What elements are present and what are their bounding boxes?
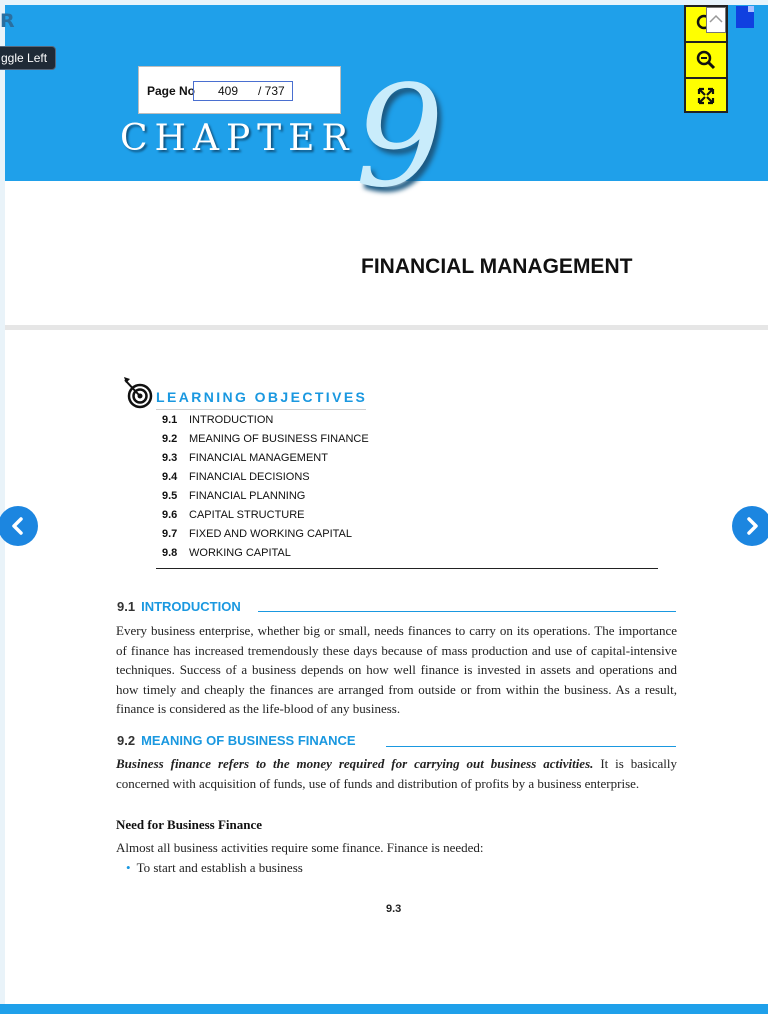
- objective-number: 9.6: [162, 509, 178, 521]
- divider: [5, 325, 768, 330]
- section-rule: [386, 746, 676, 747]
- need-subheading: Need for Business Finance: [116, 817, 263, 832]
- chapter-number: 9: [355, 56, 445, 219]
- intro-paragraph: Every business enterprise, whether big or small, needs finances to carry on its operations. The importance of finance has increased tremendously these days because of mass production and use of capital-intensive techniques. Success of a business depends on how well finance is invested in assets and operations and how timely and cheaply the finances are arranged from outside or from within the business. As a result, finance is considered as the life-blood of any business.: [116, 623, 677, 717]
- chevron-right-icon: [742, 516, 762, 536]
- objective-label: WORKING CAPITAL: [189, 547, 291, 559]
- meaning-paragraph: [116, 754, 677, 793]
- bullet-text: To start and establish a business: [136, 860, 303, 875]
- objective-label: FINANCIAL MANAGEMENT: [189, 452, 328, 464]
- objective-item: [162, 450, 328, 466]
- objective-number: 9.1: [162, 414, 178, 426]
- bottom-bar: [0, 1004, 768, 1014]
- meaning-text: It is basically concerned with acquisition of funds, use of funds and distribution of profits by a business enterprise.: [116, 756, 677, 791]
- chapter-title: FINANCIAL MANAGEMENT: [361, 255, 633, 278]
- objective-item: [162, 526, 352, 542]
- section-heading-meaning: [117, 733, 356, 748]
- toggle-left-tooltip[interactable]: ggle Left: [0, 46, 56, 70]
- objective-label: FIXED AND WORKING CAPITAL: [189, 528, 352, 540]
- objective-number: 9.7: [162, 528, 178, 540]
- objective-item: [162, 469, 310, 485]
- objective-item: [162, 507, 305, 523]
- chapter-word: CHAPTER: [120, 118, 356, 159]
- section-number: 9.1: [117, 599, 136, 614]
- need-line: Almost all business activities require some finance. Finance is needed:: [116, 840, 484, 855]
- objectives-heading: LEARNING OBJECTIVES: [156, 389, 368, 405]
- objective-number: 9.2: [162, 433, 178, 445]
- corner-letter: R: [0, 10, 15, 32]
- objective-label: FINANCIAL DECISIONS: [189, 471, 310, 483]
- objective-number: 9.3: [162, 452, 178, 464]
- target-icon: [122, 376, 156, 410]
- objective-number: 9.4: [162, 471, 178, 483]
- bullet-icon: •: [126, 860, 131, 875]
- bookmark-icon[interactable]: [706, 7, 726, 33]
- section-title: MEANING OF BUSINESS FINANCE: [141, 733, 356, 748]
- prev-page-button[interactable]: [0, 506, 38, 546]
- section-number: 9.2: [117, 733, 136, 748]
- chevron-left-icon: [8, 516, 28, 536]
- bottom-margin: [0, 1014, 768, 1024]
- chevron-up-icon: [707, 8, 725, 32]
- page-footer-number: 9.3: [386, 903, 402, 915]
- objectives-end-rule: [156, 568, 658, 569]
- section-rule: [258, 611, 676, 612]
- section-title: INTRODUCTION: [141, 599, 241, 614]
- objective-label: INTRODUCTION: [189, 414, 274, 426]
- document-icon[interactable]: [736, 6, 754, 28]
- definition-text: Business finance refers to the money required for carrying out business activities.: [116, 756, 594, 771]
- objective-number: 9.5: [162, 490, 178, 502]
- objective-number: 9.8: [162, 547, 178, 559]
- page-number-input[interactable]: [193, 81, 293, 101]
- objective-item: [162, 412, 273, 428]
- zoom-out-button[interactable]: [686, 43, 726, 79]
- current-page: 409: [218, 84, 239, 98]
- page-number-box: [138, 66, 341, 114]
- fit-screen-button[interactable]: [686, 79, 726, 113]
- objective-label: MEANING OF BUSINESS FINANCE: [189, 433, 369, 445]
- objective-label: FINANCIAL PLANNING: [189, 490, 306, 502]
- objective-item: [162, 431, 369, 447]
- objective-item: [162, 488, 305, 504]
- section-heading-intro: [117, 599, 241, 614]
- page-number-label: Page No: [147, 84, 196, 98]
- objective-item: [162, 545, 291, 561]
- list-item: [126, 860, 303, 876]
- next-page-button[interactable]: [732, 506, 768, 546]
- objective-label: CAPITAL STRUCTURE: [189, 509, 305, 521]
- fit-screen-icon: [696, 86, 716, 106]
- zoom-out-icon: [696, 50, 716, 70]
- objectives-rule: [156, 409, 366, 410]
- total-pages: / 737: [258, 84, 285, 98]
